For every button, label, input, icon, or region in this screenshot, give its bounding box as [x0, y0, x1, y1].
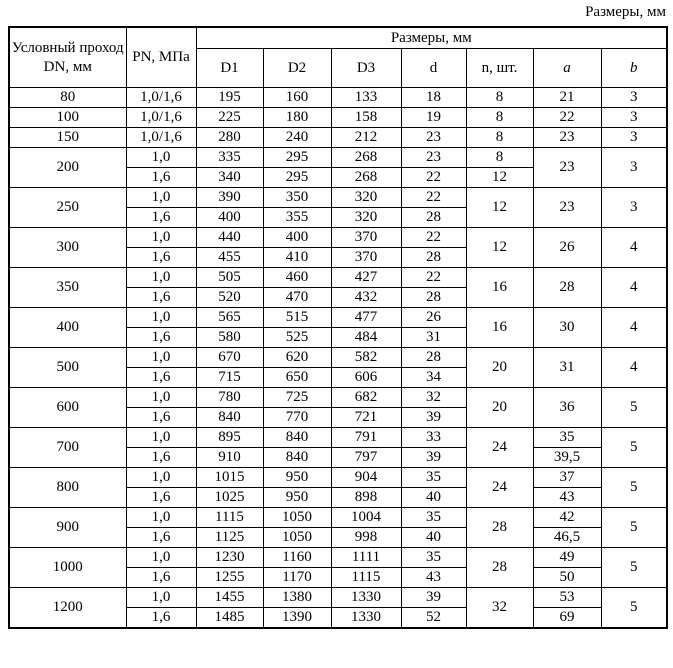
- cell-a: 42: [533, 508, 601, 528]
- cell-d2: 1170: [263, 568, 331, 588]
- cell-b: 5: [601, 428, 667, 468]
- cell-n: 24: [466, 468, 533, 508]
- cell-d: 39: [401, 448, 466, 468]
- cell-d2: 295: [263, 148, 331, 168]
- cell-dn: 500: [9, 348, 126, 388]
- cell-d2: 355: [263, 208, 331, 228]
- cell-d1: 225: [196, 108, 263, 128]
- cell-d2: 410: [263, 248, 331, 268]
- cell-d3: 721: [331, 408, 401, 428]
- cell-dn: 400: [9, 308, 126, 348]
- cell-d3: 427: [331, 268, 401, 288]
- cell-pn: 1,0: [126, 588, 196, 608]
- cell-n: 12: [466, 228, 533, 268]
- cell-dn: 800: [9, 468, 126, 508]
- cell-d3: 158: [331, 108, 401, 128]
- cell-n: 20: [466, 388, 533, 428]
- cell-d3: 1004: [331, 508, 401, 528]
- cell-d: 26: [401, 308, 466, 328]
- cell-d: 22: [401, 228, 466, 248]
- cell-d1: 1255: [196, 568, 263, 588]
- cell-b: 3: [601, 108, 667, 128]
- cell-d2: 515: [263, 308, 331, 328]
- cell-dn: 1000: [9, 548, 126, 588]
- cell-d3: 268: [331, 148, 401, 168]
- cell-d1: 1025: [196, 488, 263, 508]
- cell-pn: 1,6: [126, 448, 196, 468]
- cell-d1: 565: [196, 308, 263, 328]
- cell-a: 23: [533, 188, 601, 228]
- cell-a: 26: [533, 228, 601, 268]
- cell-d3: 791: [331, 428, 401, 448]
- cell-pn: 1,0: [126, 268, 196, 288]
- cell-d: 28: [401, 208, 466, 228]
- cell-n: 28: [466, 508, 533, 548]
- cell-a: 30: [533, 308, 601, 348]
- table-row: [9, 468, 667, 488]
- cell-d2: 460: [263, 268, 331, 288]
- cell-b: 4: [601, 308, 667, 348]
- cell-a: 23: [533, 128, 601, 148]
- cell-d2: 1050: [263, 528, 331, 548]
- cell-d3: 484: [331, 328, 401, 348]
- cell-dn: 1200: [9, 588, 126, 629]
- cell-n: 20: [466, 348, 533, 388]
- cell-pn: 1,6: [126, 488, 196, 508]
- cell-b: 5: [601, 548, 667, 588]
- table-row: [9, 128, 667, 148]
- cell-n: 16: [466, 308, 533, 348]
- cell-pn: 1,0: [126, 348, 196, 368]
- cell-d: 39: [401, 408, 466, 428]
- cell-d: 28: [401, 288, 466, 308]
- table-row: [9, 308, 667, 328]
- cell-pn: 1,0: [126, 228, 196, 248]
- cell-d2: 620: [263, 348, 331, 368]
- cell-d3: 582: [331, 348, 401, 368]
- cell-b: 3: [601, 148, 667, 188]
- cell-n: 8: [466, 148, 533, 168]
- header-a: a: [533, 49, 601, 88]
- cell-d1: 1115: [196, 508, 263, 528]
- cell-pn: 1,6: [126, 288, 196, 308]
- cell-d2: 950: [263, 488, 331, 508]
- cell-d: 31: [401, 328, 466, 348]
- cell-b: 3: [601, 188, 667, 228]
- cell-d: 52: [401, 608, 466, 629]
- table-caption: Размеры, мм: [585, 4, 666, 20]
- cell-dn: 600: [9, 388, 126, 428]
- cell-d: 32: [401, 388, 466, 408]
- cell-d3: 797: [331, 448, 401, 468]
- cell-d2: 1380: [263, 588, 331, 608]
- cell-d2: 1390: [263, 608, 331, 629]
- cell-b: 3: [601, 128, 667, 148]
- header-n: n, шт.: [466, 49, 533, 88]
- cell-dn: 150: [9, 128, 126, 148]
- header-sizes-group: Размеры, мм: [196, 27, 667, 49]
- cell-a: 49: [533, 548, 601, 568]
- cell-d3: 320: [331, 188, 401, 208]
- cell-d: 35: [401, 548, 466, 568]
- header-d3: D3: [331, 49, 401, 88]
- header-b: b: [601, 49, 667, 88]
- header-d1: D1: [196, 49, 263, 88]
- cell-pn: 1,6: [126, 568, 196, 588]
- cell-d: 23: [401, 148, 466, 168]
- cell-b: 4: [601, 348, 667, 388]
- cell-d1: 715: [196, 368, 263, 388]
- cell-pn: 1,0: [126, 548, 196, 568]
- cell-d1: 1455: [196, 588, 263, 608]
- cell-d2: 840: [263, 428, 331, 448]
- header-dn: Условный проход DN, мм: [9, 27, 126, 88]
- cell-d: 35: [401, 508, 466, 528]
- cell-a: 36: [533, 388, 601, 428]
- cell-a: 53: [533, 588, 601, 608]
- cell-d2: 1160: [263, 548, 331, 568]
- cell-d: 28: [401, 248, 466, 268]
- table-row: [9, 348, 667, 368]
- cell-pn: 1,0: [126, 308, 196, 328]
- cell-b: 5: [601, 388, 667, 428]
- cell-d3: 898: [331, 488, 401, 508]
- cell-d2: 295: [263, 168, 331, 188]
- cell-d1: 670: [196, 348, 263, 368]
- cell-pn: 1,0: [126, 468, 196, 488]
- cell-b: 3: [601, 88, 667, 108]
- cell-d2: 240: [263, 128, 331, 148]
- cell-n: 12: [466, 188, 533, 228]
- table-row: [9, 268, 667, 288]
- cell-n: 8: [466, 128, 533, 148]
- table-row: [9, 148, 667, 168]
- cell-d: 33: [401, 428, 466, 448]
- cell-d3: 998: [331, 528, 401, 548]
- header-pn: PN, МПа: [126, 27, 196, 88]
- cell-pn: 1,0/1,6: [126, 108, 196, 128]
- cell-pn: 1,0: [126, 388, 196, 408]
- cell-d1: 895: [196, 428, 263, 448]
- cell-d3: 133: [331, 88, 401, 108]
- table-row: [9, 228, 667, 248]
- cell-b: 4: [601, 268, 667, 308]
- header-d: d: [401, 49, 466, 88]
- cell-dn: 100: [9, 108, 126, 128]
- cell-d: 19: [401, 108, 466, 128]
- cell-d: 39: [401, 588, 466, 608]
- header-d2: D2: [263, 49, 331, 88]
- cell-d: 34: [401, 368, 466, 388]
- cell-d1: 505: [196, 268, 263, 288]
- cell-dn: 250: [9, 188, 126, 228]
- cell-pn: 1,6: [126, 528, 196, 548]
- cell-d2: 950: [263, 468, 331, 488]
- cell-d3: 212: [331, 128, 401, 148]
- cell-pn: 1,0: [126, 148, 196, 168]
- cell-d2: 1050: [263, 508, 331, 528]
- cell-dn: 80: [9, 88, 126, 108]
- cell-d: 23: [401, 128, 466, 148]
- table-row: [9, 188, 667, 208]
- cell-d: 40: [401, 528, 466, 548]
- cell-d1: 1230: [196, 548, 263, 568]
- cell-n: 24: [466, 428, 533, 468]
- cell-d3: 370: [331, 228, 401, 248]
- cell-d2: 525: [263, 328, 331, 348]
- cell-d: 22: [401, 168, 466, 188]
- cell-pn: 1,6: [126, 368, 196, 388]
- cell-d2: 840: [263, 448, 331, 468]
- cell-d2: 180: [263, 108, 331, 128]
- cell-b: 5: [601, 468, 667, 508]
- cell-d1: 580: [196, 328, 263, 348]
- cell-pn: 1,0: [126, 428, 196, 448]
- cell-d: 22: [401, 268, 466, 288]
- cell-d2: 160: [263, 88, 331, 108]
- cell-a: 35: [533, 428, 601, 448]
- cell-a: 39,5: [533, 448, 601, 468]
- cell-b: 4: [601, 228, 667, 268]
- cell-a: 22: [533, 108, 601, 128]
- cell-d3: 606: [331, 368, 401, 388]
- cell-dn: 350: [9, 268, 126, 308]
- cell-a: 69: [533, 608, 601, 629]
- cell-d1: 1485: [196, 608, 263, 629]
- cell-a: 43: [533, 488, 601, 508]
- cell-pn: 1,6: [126, 608, 196, 629]
- cell-d1: 520: [196, 288, 263, 308]
- cell-pn: 1,0: [126, 508, 196, 528]
- table-body: [9, 88, 667, 629]
- cell-pn: 1,6: [126, 408, 196, 428]
- cell-a: 50: [533, 568, 601, 588]
- cell-pn: 1,0/1,6: [126, 128, 196, 148]
- cell-d3: 1330: [331, 588, 401, 608]
- cell-a: 37: [533, 468, 601, 488]
- cell-d: 22: [401, 188, 466, 208]
- cell-d1: 340: [196, 168, 263, 188]
- cell-pn: 1,6: [126, 168, 196, 188]
- table-row: [9, 508, 667, 528]
- cell-d: 35: [401, 468, 466, 488]
- table-row: [9, 548, 667, 568]
- cell-d3: 1115: [331, 568, 401, 588]
- cell-b: 5: [601, 508, 667, 548]
- cell-d2: 770: [263, 408, 331, 428]
- cell-d: 28: [401, 348, 466, 368]
- cell-d3: 268: [331, 168, 401, 188]
- cell-dn: 700: [9, 428, 126, 468]
- cell-d: 18: [401, 88, 466, 108]
- dimensions-table: [8, 26, 668, 629]
- table-header: [9, 27, 667, 88]
- cell-d3: 370: [331, 248, 401, 268]
- table-row: [9, 88, 667, 108]
- cell-d3: 682: [331, 388, 401, 408]
- cell-pn: 1,6: [126, 208, 196, 228]
- cell-n: 32: [466, 588, 533, 629]
- header-row-top: [9, 27, 667, 49]
- cell-d1: 335: [196, 148, 263, 168]
- cell-d3: 1330: [331, 608, 401, 629]
- cell-d3: 1111: [331, 548, 401, 568]
- cell-d2: 470: [263, 288, 331, 308]
- cell-d3: 904: [331, 468, 401, 488]
- cell-d1: 455: [196, 248, 263, 268]
- cell-b: 5: [601, 588, 667, 629]
- cell-d1: 390: [196, 188, 263, 208]
- cell-a: 31: [533, 348, 601, 388]
- cell-n: 28: [466, 548, 533, 588]
- cell-pn: 1,0/1,6: [126, 88, 196, 108]
- cell-n: 16: [466, 268, 533, 308]
- cell-d1: 840: [196, 408, 263, 428]
- cell-d1: 400: [196, 208, 263, 228]
- cell-a: 28: [533, 268, 601, 308]
- cell-d1: 195: [196, 88, 263, 108]
- table-row: [9, 588, 667, 608]
- cell-a: 21: [533, 88, 601, 108]
- table-row: [9, 388, 667, 408]
- cell-dn: 900: [9, 508, 126, 548]
- cell-dn: 200: [9, 148, 126, 188]
- cell-pn: 1,6: [126, 248, 196, 268]
- cell-d1: 910: [196, 448, 263, 468]
- cell-n: 8: [466, 88, 533, 108]
- table-row: [9, 428, 667, 448]
- cell-d2: 350: [263, 188, 331, 208]
- cell-a: 46,5: [533, 528, 601, 548]
- cell-d1: 440: [196, 228, 263, 248]
- cell-d3: 477: [331, 308, 401, 328]
- cell-d2: 650: [263, 368, 331, 388]
- cell-dn: 300: [9, 228, 126, 268]
- cell-d1: 1125: [196, 528, 263, 548]
- cell-d: 43: [401, 568, 466, 588]
- cell-d1: 780: [196, 388, 263, 408]
- table-row: [9, 108, 667, 128]
- cell-d1: 280: [196, 128, 263, 148]
- cell-n: 8: [466, 108, 533, 128]
- cell-d1: 1015: [196, 468, 263, 488]
- cell-n: 12: [466, 168, 533, 188]
- cell-d3: 432: [331, 288, 401, 308]
- cell-d2: 400: [263, 228, 331, 248]
- cell-d: 40: [401, 488, 466, 508]
- cell-pn: 1,6: [126, 328, 196, 348]
- cell-d3: 320: [331, 208, 401, 228]
- cell-a: 23: [533, 148, 601, 188]
- cell-pn: 1,0: [126, 188, 196, 208]
- cell-d2: 725: [263, 388, 331, 408]
